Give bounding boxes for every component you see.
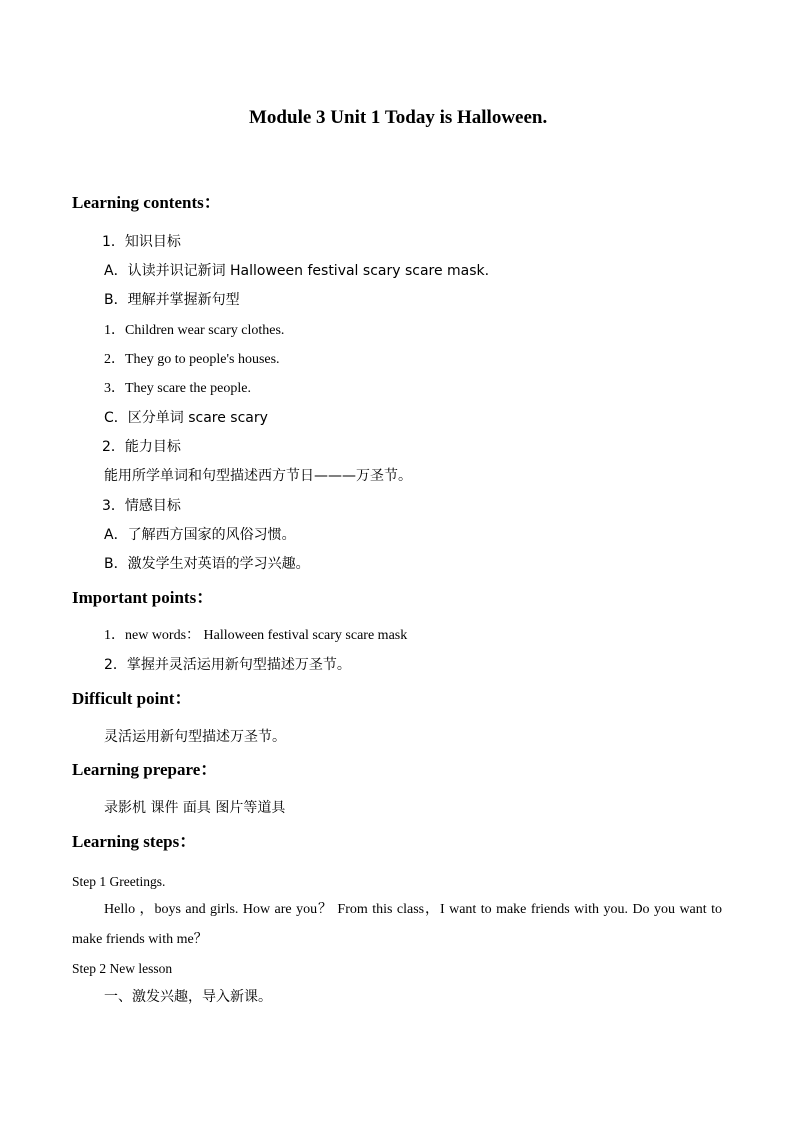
step-1-heading: Step 1 Greetings. — [72, 874, 166, 889]
difficult-point-text: 灵活运用新句型描述万圣节。 — [104, 729, 286, 745]
important-point-2: 2．掌握并灵活运用新句型描述万圣节。 — [104, 657, 351, 673]
learning-steps-heading: Learning steps： — [72, 832, 197, 851]
important-point-1: 1．new words： Halloween festival scary scare mask — [104, 628, 408, 643]
step-1-paragraph-text: Hello ，boys and girls. How are you？ From this class，I want to make friends with you. Do you want to make friends with me？ — [72, 902, 722, 947]
knowledge-goal-heading: 1．知识目标 — [102, 234, 181, 250]
step-1-paragraph — [72, 895, 722, 955]
difficult-point-heading: Difficult point： — [72, 689, 192, 708]
learning-prepare-heading: Learning prepare： — [72, 760, 218, 779]
emotion-goal-heading: 3．情感目标 — [102, 498, 181, 514]
goal-c-text: C．区分单词 scare scary — [104, 410, 268, 426]
sentence-3: 3．They scare the people. — [104, 381, 251, 396]
emotion-goal-b: B．激发学生对英语的学习兴趣。 — [104, 556, 310, 572]
learning-prepare-text: 录影机 课件 面具 图片等道具 — [104, 800, 286, 816]
learning-contents-heading: Learning contents： — [72, 193, 221, 212]
step-2-heading: Step 2 New lesson — [72, 961, 173, 976]
goal-a-text: A．认读并识记新词 Halloween festival scary scare mask. — [104, 263, 490, 279]
emotion-goal-a: A．了解西方国家的风俗习惯。 — [104, 527, 296, 543]
goal-b-text: B．理解并掌握新句型 — [104, 292, 240, 308]
document-title: Module 3 Unit 1 Today is Halloween. — [249, 107, 548, 128]
sentence-1: 1．Children wear scary clothes. — [104, 323, 285, 338]
important-points-heading: Important points： — [72, 588, 214, 607]
sentence-2: 2．They go to people's houses. — [104, 352, 280, 367]
ability-goal-text: 能用所学单词和句型描述西方节日———万圣节。 — [104, 468, 412, 484]
ability-goal-heading: 2．能力目标 — [102, 439, 181, 455]
step-2-subheading: 一、激发兴趣，导入新课。 — [104, 989, 272, 1005]
